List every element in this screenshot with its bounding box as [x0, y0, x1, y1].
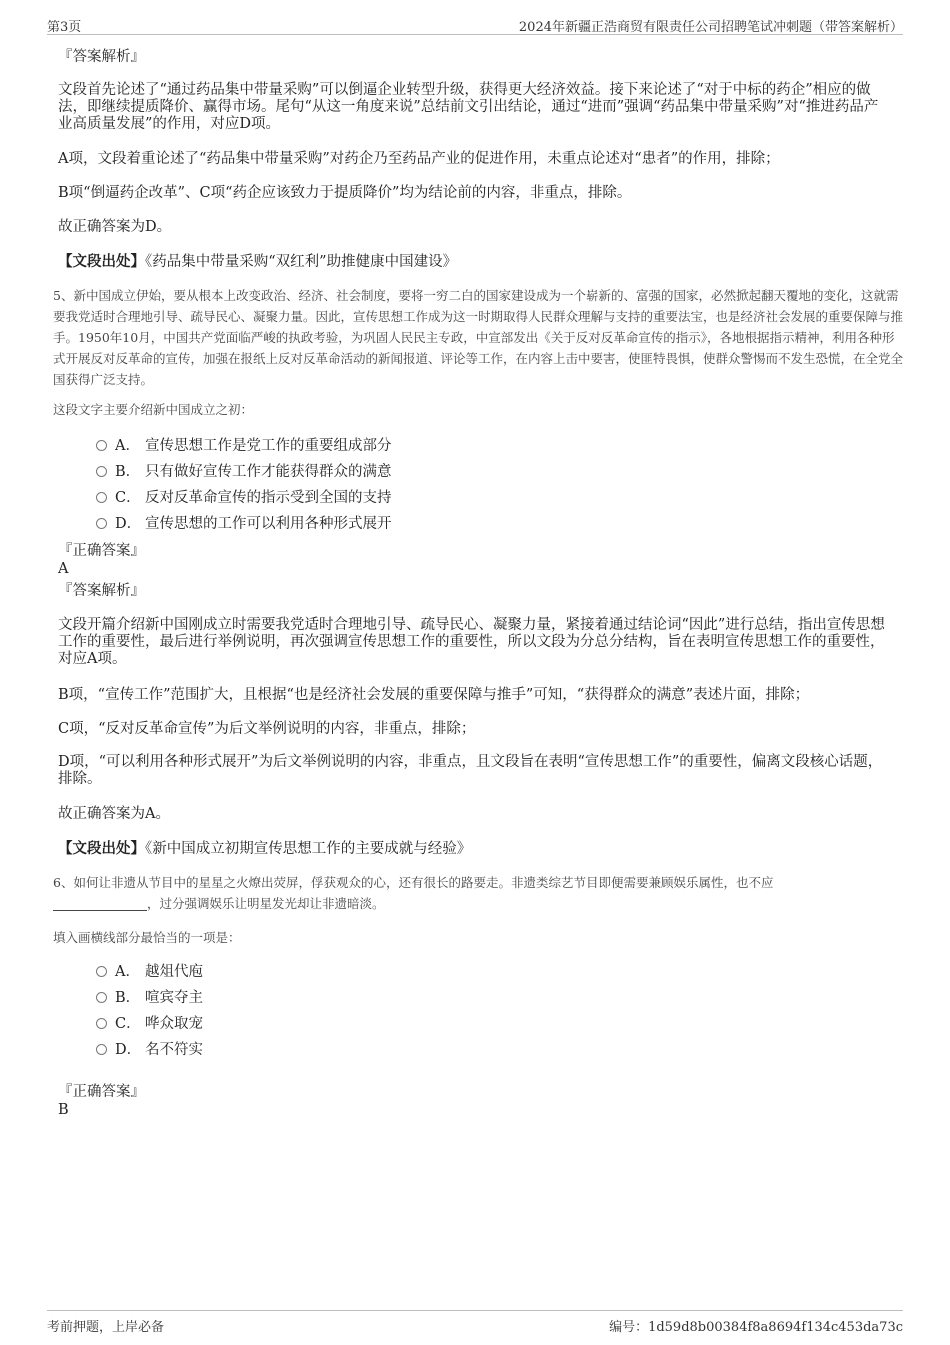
q5-option-a[interactable]: A． 宣传思想工作是党工作的重要组成部分 — [96, 437, 392, 455]
q5-analysis-label: 『答案解析』 — [58, 583, 145, 599]
q5-source-text: 《新中国成立初期宣传思想工作的主要成就与经验》 — [145, 841, 472, 857]
fill-in-blank — [53, 896, 147, 911]
q4-source-text: 《药品集中带量采购“双红利”助推健康中国建设》 — [145, 254, 458, 270]
q4-conclusion: 故正确答案为D。 — [58, 219, 172, 235]
q5-source — [58, 840, 888, 858]
q4-analysis-paragraph-2: A项，文段着重论述了“药品集中带量采购”对药企乃至药品产业的促进作用，未重点论述对“患者”的作用，排除； — [58, 151, 780, 167]
radio-icon[interactable] — [96, 440, 107, 451]
page-footer — [47, 1310, 903, 1335]
footer-slogan: 考前押题，上岸必备 — [47, 1320, 165, 1335]
q4-source-label: 【文段出处】 — [58, 253, 145, 270]
q5-analysis-paragraph-4: D项，“可以利用各种形式展开”为后文举例说明的内容，非重点，且文段旨在表明“宣传思想工作”的重要性，偏离文段核心话题，排除。 — [58, 754, 883, 787]
radio-icon[interactable] — [96, 492, 107, 503]
q5-source-label: 【文段出处】 — [58, 840, 145, 857]
document-title: 2024年新疆正浩商贸有限责任公司招聘笔试冲刺题（带答案解析） — [518, 20, 903, 35]
page-header — [47, 14, 903, 35]
q6-option-d[interactable]: D． 名不符实 — [96, 1041, 203, 1059]
radio-icon[interactable] — [96, 992, 107, 1003]
q5-question: 这段文字主要介绍新中国成立之初： — [53, 402, 254, 417]
q4-analysis-paragraph-1: 文段首先论述了“通过药品集中带量采购”可以倒逼企业转型升级，获得更大经济效益。接下来论述了“对于中标的药企”相应的做法，即继续提质降价、赢得市场。尾句“从这一角度来说”总结前文引出结论，通过“进而”强调“药品集中带量采购”对“推进药品产业高质量发展”的作用，对应D项。 — [58, 82, 879, 132]
q5-option-b[interactable]: B． 只有做好宣传工作才能获得群众的满意 — [96, 463, 392, 481]
q6-option-b[interactable]: B． 喧宾夺主 — [96, 989, 203, 1007]
q4-analysis-paragraph-3: B项“倒逼药企改革”、C项“药企应该致力于提质降价”均为结论前的内容，非重点，排除。 — [58, 185, 632, 201]
q5-option-c[interactable]: C． 反对反革命宣传的指示受到全国的支持 — [96, 489, 392, 507]
q6-option-c[interactable]: C． 哗众取宠 — [96, 1015, 203, 1033]
radio-icon[interactable] — [96, 466, 107, 477]
q5-stem: 5、新中国成立伊始，要从根本上改变政治、经济、社会制度，要将一穷二白的国家建设成为一个崭新的、富强的国家，必然掀起翻天覆地的变化，这就需要我党适时合理地引导、疏导民心、凝聚力量。因此，宣传思想工作成为这一时期取得人民群众理解与支持的重要法宝，也是经济社会发展的重要保障与推手。1950年10月，中国共产党面临严峻的执政考验，为巩固人民民主专政，中宣部发出《关于反对反革命宣传的指示》，各地根据指示精神，利用各种形式开展反对反革命的宣传，加强在报纸上反对反革命活动的新闻报道、评论等工作，在内容上击中要害，使匪特畏惧，使群众警惕而不发生恐慌，在全党全国获得广泛支持。 — [53, 288, 904, 387]
radio-icon[interactable] — [96, 518, 107, 529]
q6-question: 填入画横线部分最恰当的一项是： — [53, 930, 241, 945]
radio-icon[interactable] — [96, 1044, 107, 1055]
q5-option-d[interactable]: D． 宣传思想的工作可以利用各种形式展开 — [96, 515, 392, 533]
q6-answer-label: 『正确答案』 — [58, 1084, 145, 1100]
q5-analysis-paragraph-2: B项，“宣传工作”范围扩大，且根据“也是经济社会发展的重要保障与推手”可知，“获得群众的满意”表述片面，排除； — [58, 687, 810, 703]
q5-analysis-paragraph-3: C项，“反对反革命宣传”为后文举例说明的内容，非重点，排除； — [58, 721, 476, 737]
q4-source — [58, 253, 888, 271]
q5-analysis-paragraph-1: 文段开篇介绍新中国刚成立时需要我党适时合理地引导、疏导民心、凝聚力量，紧接着通过结论词“因此”进行总结，指出宣传思想工作的重要性，最后进行举例说明，再次强调宣传思想工作的重要性，所以文段为分总分结构，旨在表明宣传思想工作的重要性，对应A项。 — [58, 617, 885, 667]
page-number: 第3页 — [47, 20, 82, 35]
q6-answer: B — [58, 1102, 69, 1118]
document-code: 编号：1d59d8b00384f8a8694f134c453da73c — [609, 1320, 903, 1335]
q5-answer: A — [58, 561, 69, 577]
q6-stem: 6、如何让非遗从节目中的星星之火燎出荧屏，俘获观众的心，还有很长的路要走。非遗类综艺节目即便需要兼顾娱乐属性，也不应 ，过分强调娱乐让明星发光却让非遗暗淡。 — [53, 875, 774, 911]
radio-icon[interactable] — [96, 966, 107, 977]
q5-conclusion: 故正确答案为A。 — [58, 806, 170, 822]
q4-analysis-label: 『答案解析』 — [58, 49, 145, 65]
q6-option-a[interactable]: A． 越俎代庖 — [96, 963, 203, 981]
radio-icon[interactable] — [96, 1018, 107, 1029]
q5-answer-label: 『正确答案』 — [58, 543, 145, 559]
